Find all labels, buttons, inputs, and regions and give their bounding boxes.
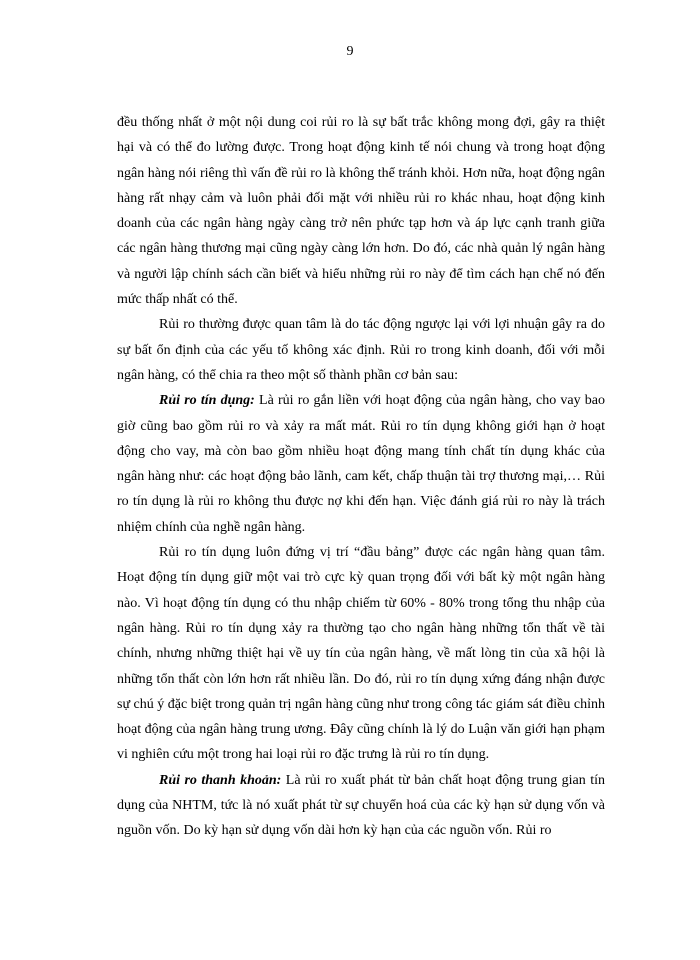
body-text: [117, 110, 605, 844]
paragraph-text: Là rủi ro xuất phát từ bản chất hoạt động trung gian tín dụng của NHTM, tức là nó xuất phát từ sự chuyển hoá của các kỳ hạn sử dụng vốn và nguồn vốn. Do kỳ hạn sử dụng vốn dài hơn kỳ hạn của các nguồn vốn. Rủi ro: [117, 772, 606, 839]
paragraph-credit-risk-importance: Rủi ro tín dụng luôn đứng vị trí “đầu bảng” được các ngân hàng quan tâm. Hoạt động tín dụng giữ một vai trò cực kỳ quan trọng đối với bất kỳ một ngân hàng nào. Vì hoạt động tín dụng có thu nhập chiếm từ 60% - 80% trong tổng thu nhập của ngân hàng. Rủi ro tín dụng xảy ra thường tạo cho ngân hàng những tổn thất về tài chính, nhưng những thiệt hại về uy tín của ngân hàng, về mất lòng tin của xã hội là những tổn thất còn lớn hơn rất nhiều lần. Do đó, rủi ro tín dụng xứng đáng nhận được sự chú ý đặc biệt trong quản trị ngân hàng cũng như trong công tác giám sát điều chỉnh hoạt động của ngân hàng trung ương. Đây cũng chính là lý do Luận văn giới hạn phạm vi nghiên cứu một trong hai loại rủi ro đặc trưng là rủi ro tín dụng.: [117, 545, 605, 763]
page-number: 9: [346, 44, 354, 59]
paragraph-credit-risk: [117, 388, 605, 540]
paragraph-liquidity-risk: [117, 768, 605, 844]
paragraph-risk-components: Rủi ro thường được quan tâm là do tác động ngược lại với lợi nhuận gây ra do sự bất ổn định của các yếu tố không xác định. Rủi ro trong kinh doanh, đối với mỗi ngân hàng, có thể chia ra theo một số thành phần cơ bản sau:: [117, 317, 605, 383]
paragraph-risk-definition: đều thống nhất ở một nội dung coi rủi ro là sự bất trắc không mong đợi, gây ra thiệt hại và có thể đo lường được. Trong hoạt động kinh tế nói chung và trong hoạt động ngân hàng nói riêng thì vấn đề rủi ro là không thể tránh khỏi. Hơn nữa, hoạt động ngân hàng rất nhạy cảm và luôn phải đối mặt với nhiều rủi ro khác nhau, hoạt động kinh doanh của các ngân hàng ngày càng trở nên phức tạp hơn và áp lực cạnh tranh giữa các ngân hàng thương mại cũng ngày càng lớn hơn. Do đó, các nhà quản lý ngân hàng và người lập chính sách cần biết và hiểu những rủi ro này để tìm cách hạn chế nó đến mức thấp nhất có thể.: [117, 115, 605, 308]
term-liquidity-risk: Rủi ro thanh khoản:: [159, 772, 282, 788]
paragraph-text: Là rủi ro gắn liền với hoạt động của ngân hàng, cho vay bao giờ cũng bao gồm rủi ro và xảy ra mất mát. Rủi ro tín dụng không giới hạn ở hoạt động cho vay, mà còn bao gồm nhiều hoạt động mang tính chất tín dụng khác của ngân hàng như: các hoạt động bảo lãnh, cam kết, chấp thuận tài trợ thương mại,… Rủi ro tín dụng là rủi ro không thu được nợ khi đến hạn. Việc đánh giá rủi ro này là trách nhiệm chính của nghề ngân hàng.: [117, 393, 605, 535]
term-credit-risk: Rủi ro tín dụng:: [159, 393, 255, 409]
